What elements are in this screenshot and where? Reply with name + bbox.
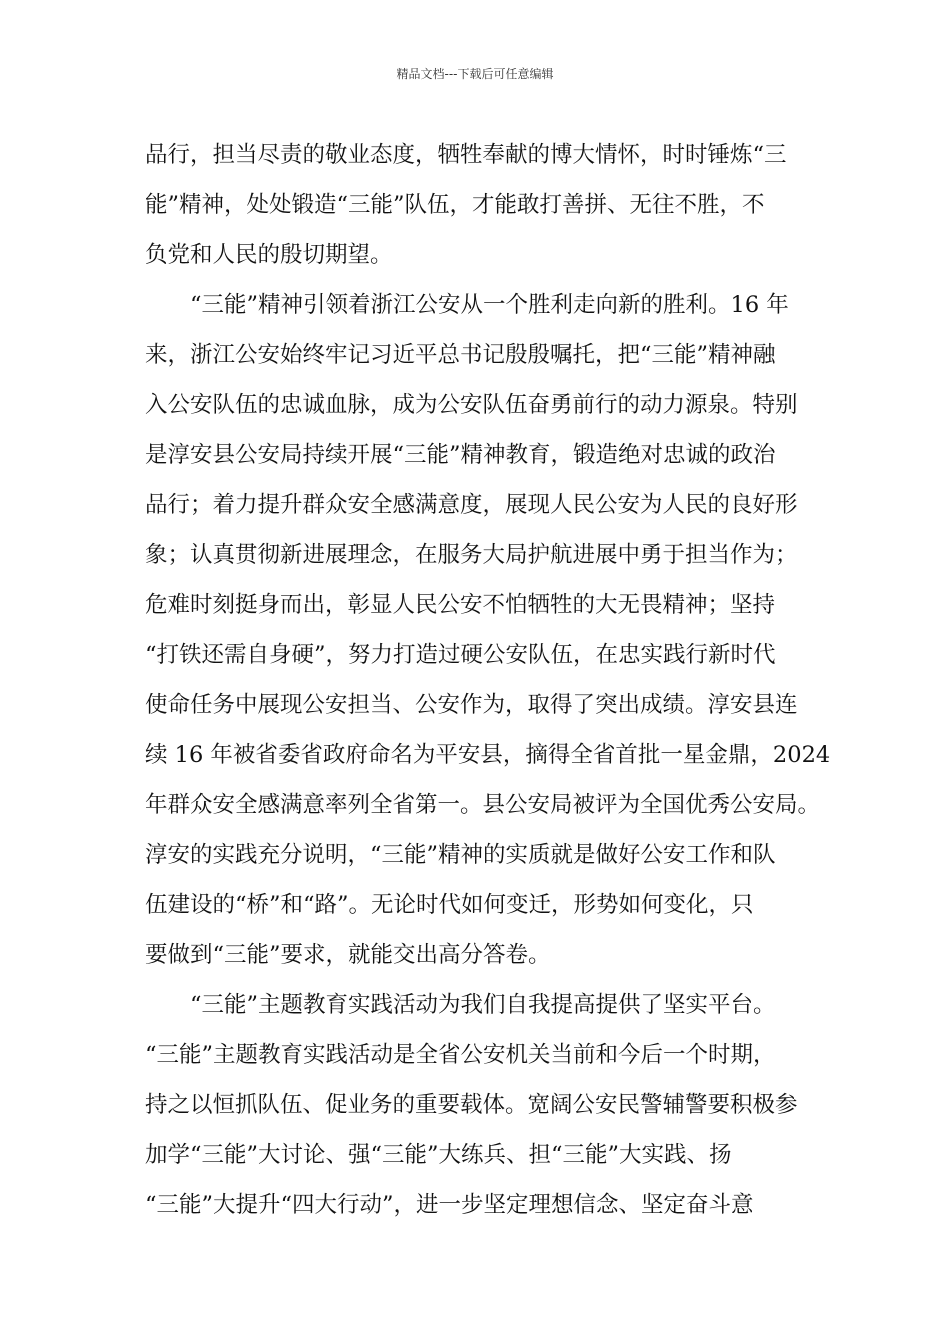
paragraph-first-line: “三能”精神引领着浙江公安从一个胜利走向新的胜利。16 年 [190,292,789,318]
text-line: 要做到“三能”要求，就能交出高分答卷。 [145,942,551,968]
text-line: 来，浙江公安始终牢记习近平总书记殷殷嘱托，把“三能”精神融 [145,342,776,368]
text-line: 品行，担当尽责的敬业态度，牺牲奉献的博大情怀，时时锤炼“三 [145,142,787,168]
text-line: 年群众安全感满意率列全省第一。县公安局被评为全国优秀公安局。 [145,792,821,818]
text-line: “打铁还需自身硬”，努力打造过硬公安队伍，在忠实践行新时代 [145,642,776,668]
paragraph-first-line: “三能”主题教育实践活动为我们自我提高提供了坚实平台。 [190,992,776,1018]
text-line: 危难时刻挺身而出，彰显人民公安不怕牺牲的大无畏精神；坚持 [145,592,776,618]
text-line: 负党和人民的殷切期望。 [145,242,393,268]
text-line: 续 16 年被省委省政府命名为平安县，摘得全省首批一星金鼎，2024 [145,742,831,768]
text-line: 淳安的实践充分说明，“三能”精神的实质就是做好公安工作和队 [145,842,776,868]
text-line: 持之以恒抓队伍、促业务的重要载体。宽阔公安民警辅警要积极参 [145,1092,798,1118]
text-line: 加学“三能”大讨论、强“三能”大练兵、担“三能”大实践、扬 [145,1142,732,1168]
text-line: 使命任务中展现公安担当、公安作为，取得了突出成绩。淳安县连 [145,692,798,718]
text-line: 入公安队伍的忠诚血脉，成为公安队伍奋勇前行的动力源泉。特别 [145,392,798,418]
page-header: 精品文档---下载后可任意编辑 [396,67,554,81]
text-line: “三能”主题教育实践活动是全省公安机关当前和今后一个时期， [145,1042,776,1068]
text-line: 能”精神，处处锻造“三能”队伍，才能敢打善拼、无往不胜，不 [145,192,765,218]
text-line: “三能”大提升“四大行动”，进一步坚定理想信念、坚定奋斗意 [145,1192,754,1218]
text-line: 是淳安县公安局持续开展“三能”精神教育，锻造绝对忠诚的政治 [145,442,776,468]
text-line: 伍建设的“桥”和“路”。无论时代如何变迁，形势如何变化，只 [145,892,754,918]
body-text [145,130,831,1230]
text-line: 品行；着力提升群众安全感满意度，展现人民公安为人民的良好形 [145,492,798,518]
text-line: 象；认真贯彻新进展理念，在服务大局护航进展中勇于担当作为； [145,542,798,568]
